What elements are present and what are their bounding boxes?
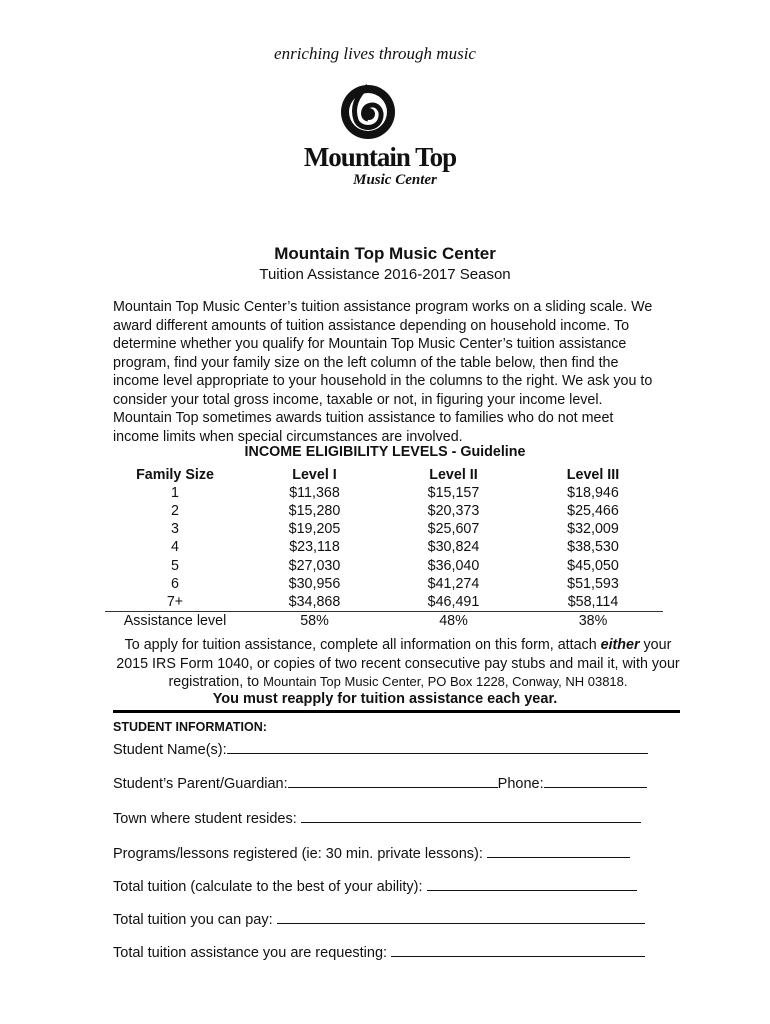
column-header: Family Size (136, 467, 214, 484)
table-cell: 6 (171, 575, 179, 592)
music-note-logo-icon (338, 78, 398, 142)
table-cell: 2 (171, 503, 179, 520)
table-cell: $34,868 (288, 593, 341, 610)
field-label: Programs/lessons registered (ie: 30 min. private lessons): (113, 846, 483, 862)
apply-text-2: your 2015 IRS Form 1040, or copies of two recent consecutive pay stubs and mail it, with your registration, to (116, 637, 680, 690)
phone-input[interactable] (544, 773, 647, 788)
field-label: Town where student resides: (113, 811, 297, 827)
page-subtitle: Tuition Assistance 2016-2017 Season (259, 266, 511, 283)
table-cell: $15,157 (427, 485, 480, 502)
can-pay-field (113, 909, 645, 928)
page-title: Mountain Top Music Center (274, 244, 496, 263)
apply-instructions (113, 636, 683, 692)
table-cell: 7+ (166, 593, 184, 610)
field-label: Phone: (497, 776, 544, 792)
table-row (105, 556, 663, 574)
table-cell: $11,368 (289, 485, 340, 502)
table-row (105, 520, 663, 538)
reapply-notice: You must reapply for tuition assistance each year. (212, 691, 558, 707)
table-heading: INCOME ELIGIBILITY LEVELS - Guideline (244, 444, 526, 460)
table-row (105, 593, 663, 612)
field-label: Student Name(s): (113, 742, 227, 758)
field-label: Student’s Parent/Guardian: (113, 776, 288, 792)
table-cell: $32,009 (567, 521, 619, 538)
logo-brand-sub: Music Center (353, 172, 437, 188)
table-row (105, 575, 663, 593)
column-header: Level I (292, 467, 337, 484)
table-cell: 5 (171, 557, 179, 574)
total-tuition-input[interactable] (427, 876, 637, 891)
table-cell: $15,280 (288, 503, 341, 520)
field-label: Total tuition you can pay: (113, 912, 273, 928)
table-cell: 38% (523, 611, 663, 630)
table-cell: $18,946 (567, 485, 619, 502)
intro-paragraph: Mountain Top Music Center’s tuition assistance program works on a sliding scale. We award different amounts of tuition assistance depending on household income. To determine whether you qualify for Mountain Top Music Center’s tuition assistance program, find your family size on the left column of the table below, then find the income level appropriate to your household in the columns to the right. We ask you to consider your total gross income, taxable or not, in figuring your income level. Mountain Top sometimes awards tuition assistance to families who do not meet income limits when special circumstances are involved. (113, 299, 653, 445)
column-header: Level II (429, 467, 478, 484)
programs-input[interactable] (487, 843, 630, 858)
table-cell: $36,040 (427, 557, 480, 574)
can-pay-input[interactable] (277, 909, 645, 924)
student-names-field (113, 739, 648, 758)
student-names-input[interactable] (227, 739, 648, 754)
income-eligibility-table (105, 466, 663, 630)
table-row (105, 502, 663, 520)
divider (113, 710, 680, 713)
field-label: Total tuition assistance you are requesting: (113, 945, 388, 961)
table-cell: 48% (384, 611, 523, 630)
apply-text-1: To apply for tuition assistance, complete all information on this form, attach (124, 637, 601, 653)
table-cell: 1 (171, 485, 179, 502)
table-cell: Assistance level (105, 611, 245, 630)
table-cell: $45,050 (567, 557, 619, 574)
table-cell: $25,466 (567, 503, 619, 520)
programs-field (113, 843, 630, 862)
table-cell: $30,824 (427, 539, 480, 556)
logo-tagline: enriching lives through music (274, 44, 476, 63)
total-tuition-field (113, 876, 637, 895)
field-label: Total tuition (calculate to the best of your ability): (113, 879, 423, 895)
table-row (105, 484, 663, 502)
table-row (105, 538, 663, 556)
table-cell: $38,530 (567, 539, 619, 556)
table-cell: $19,205 (288, 521, 341, 538)
table-cell: $30,956 (288, 575, 341, 592)
table-cell: $20,373 (427, 503, 480, 520)
parent-guardian-input[interactable] (288, 773, 498, 788)
assistance-level-row (105, 611, 663, 630)
table-cell: $58,114 (567, 593, 619, 610)
parent-guardian-field (113, 773, 647, 792)
table-cell: $46,491 (427, 593, 480, 610)
student-information-form (113, 720, 673, 961)
table-cell: 3 (171, 521, 179, 538)
table-cell: 58% (245, 611, 384, 630)
form-heading: STUDENT INFORMATION: (113, 720, 267, 734)
table-cell: $27,030 (288, 557, 341, 574)
table-cell: $23,118 (289, 539, 340, 556)
table-cell: 4 (171, 539, 179, 556)
requesting-field (113, 942, 645, 961)
table-cell: $25,607 (427, 521, 480, 538)
apply-emphasis: either (600, 637, 640, 653)
column-header: Level III (566, 467, 620, 484)
mailing-address: Mountain Top Music Center, PO Box 1228, Conway, NH 03818. (263, 674, 628, 689)
logo-brand-name: Mountain Top (303, 142, 457, 172)
table-cell: $41,274 (427, 575, 480, 592)
town-input[interactable] (301, 808, 641, 823)
requesting-input[interactable] (391, 942, 645, 957)
town-field (113, 808, 641, 827)
table-header-row (105, 466, 663, 484)
table-cell: $51,593 (567, 575, 619, 592)
